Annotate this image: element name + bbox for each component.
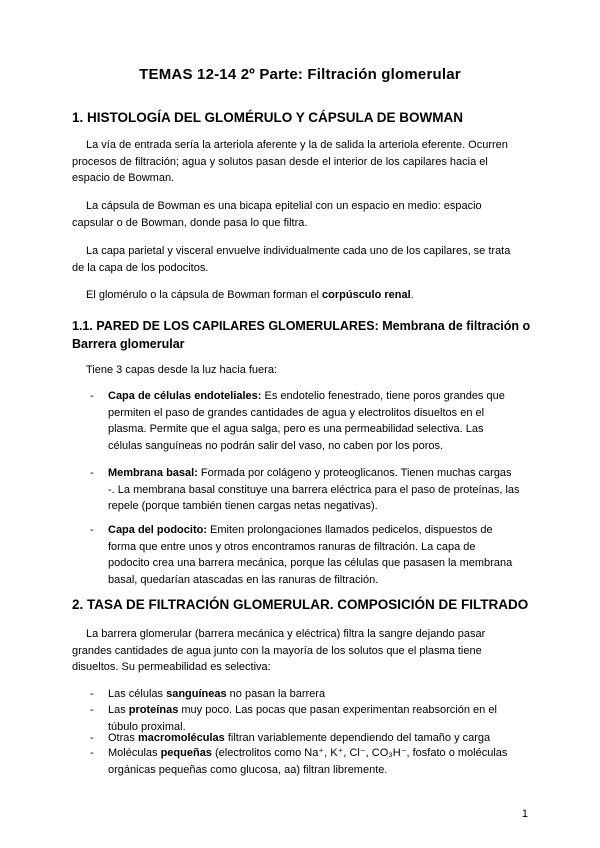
section-2-paragraph-1: La barrera glomerular (barrera mecánica y eléctrica) filtra la sangre dejando pasar grandes cantidades de agua junto con la mayoría de los solutos que el plasma tiene disueltos. Su permeabilidad es selectiva: <box>72 628 486 673</box>
section-1-paragraph-3: La capa parietal y visceral envuelve individualmente cada uno de los capilares, se trata de la capa de los podocitos. <box>72 245 511 274</box>
list-item: - Otras macromoléculas filtran variablemente dependiendo del tamaño y carga <box>90 732 491 744</box>
document-title: TEMAS 12-14 2º Parte: Filtración glomerular <box>139 66 461 83</box>
list-item: - Capa de células endoteliales: Es endotelio fenestrado, tiene poros grandes que permiten el paso de grandes cantidades de agua y electrolitos disueltos en el plasma. Permite que el agua salga, pero es una permeabilidad selectiva. Las células sanguíneas no podrán salir del vaso, no caben por los poros. <box>90 390 505 452</box>
section-1-heading: 1. HISTOLOGÍA DEL GLOMÉRULO Y CÁPSULA DE BOWMAN <box>72 110 464 125</box>
section-1-paragraph-4: El glomérulo o la cápsula de Bowman forman el corpúsculo renal. <box>86 289 414 301</box>
list-item: - Membrana basal: Formada por colágeno y proteoglicanos. Tienen muchas cargas -. La membrana basal constituye una barrera eléctrica para el paso de proteínas, las repele (porque también tienen cargas netas negativas). <box>90 467 520 512</box>
term-corpusculo-renal: corpúsculo renal <box>322 289 411 301</box>
section-2-heading: 2. TASA DE FILTRACIÓN GLOMERULAR. COMPOSICIÓN DE FILTRADO <box>72 597 529 612</box>
list-item: - Las células sanguíneas no pasan la barrera <box>90 688 326 700</box>
section-1-paragraph-2: La cápsula de Bowman es una bicapa epitelial con un espacio en medio: espacio capsular o de Bowman, donde pasa lo que filtra. <box>72 200 482 229</box>
section-1-paragraph-1: La vía de entrada sería la arteriola aferente y la de salida la arteriola eferente. Ocurren procesos de filtración; agua y solutos pasan desde el interior de los capilares hacia el espacio de Bowman. <box>72 139 508 184</box>
list-item: - Capa del podocito: Emiten prolongaciones llamados pedicelos, dispuestos de forma que entre unos y otros encontramos ranuras de filtración. La capa de podocito crea una barrera mecánica, porque las células que pasasen la membrana basal, quedarían atascadas en las ranuras de filtración. <box>90 524 513 586</box>
list-item: - Las proteínas muy poco. Las pocas que pasan experimentan reabsorción en el túbulo proximal. <box>90 704 497 733</box>
page-number: 1 <box>521 808 528 820</box>
list-item: - Moléculas pequeñas (electrolitos como Na⁺, K⁺, Cl⁻, CO₃H⁻, fosfato o moléculas orgánicas pequeñas como glucosa, aa) filtran libremente. <box>90 747 508 776</box>
section-1-1-heading: 1.1. PARED DE LOS CAPILARES GLOMERULARES: Membrana de filtración o Barrera glomerular <box>72 319 531 351</box>
section-1-1-intro: Tiene 3 capas desde la luz hacia fuera: <box>86 364 277 376</box>
